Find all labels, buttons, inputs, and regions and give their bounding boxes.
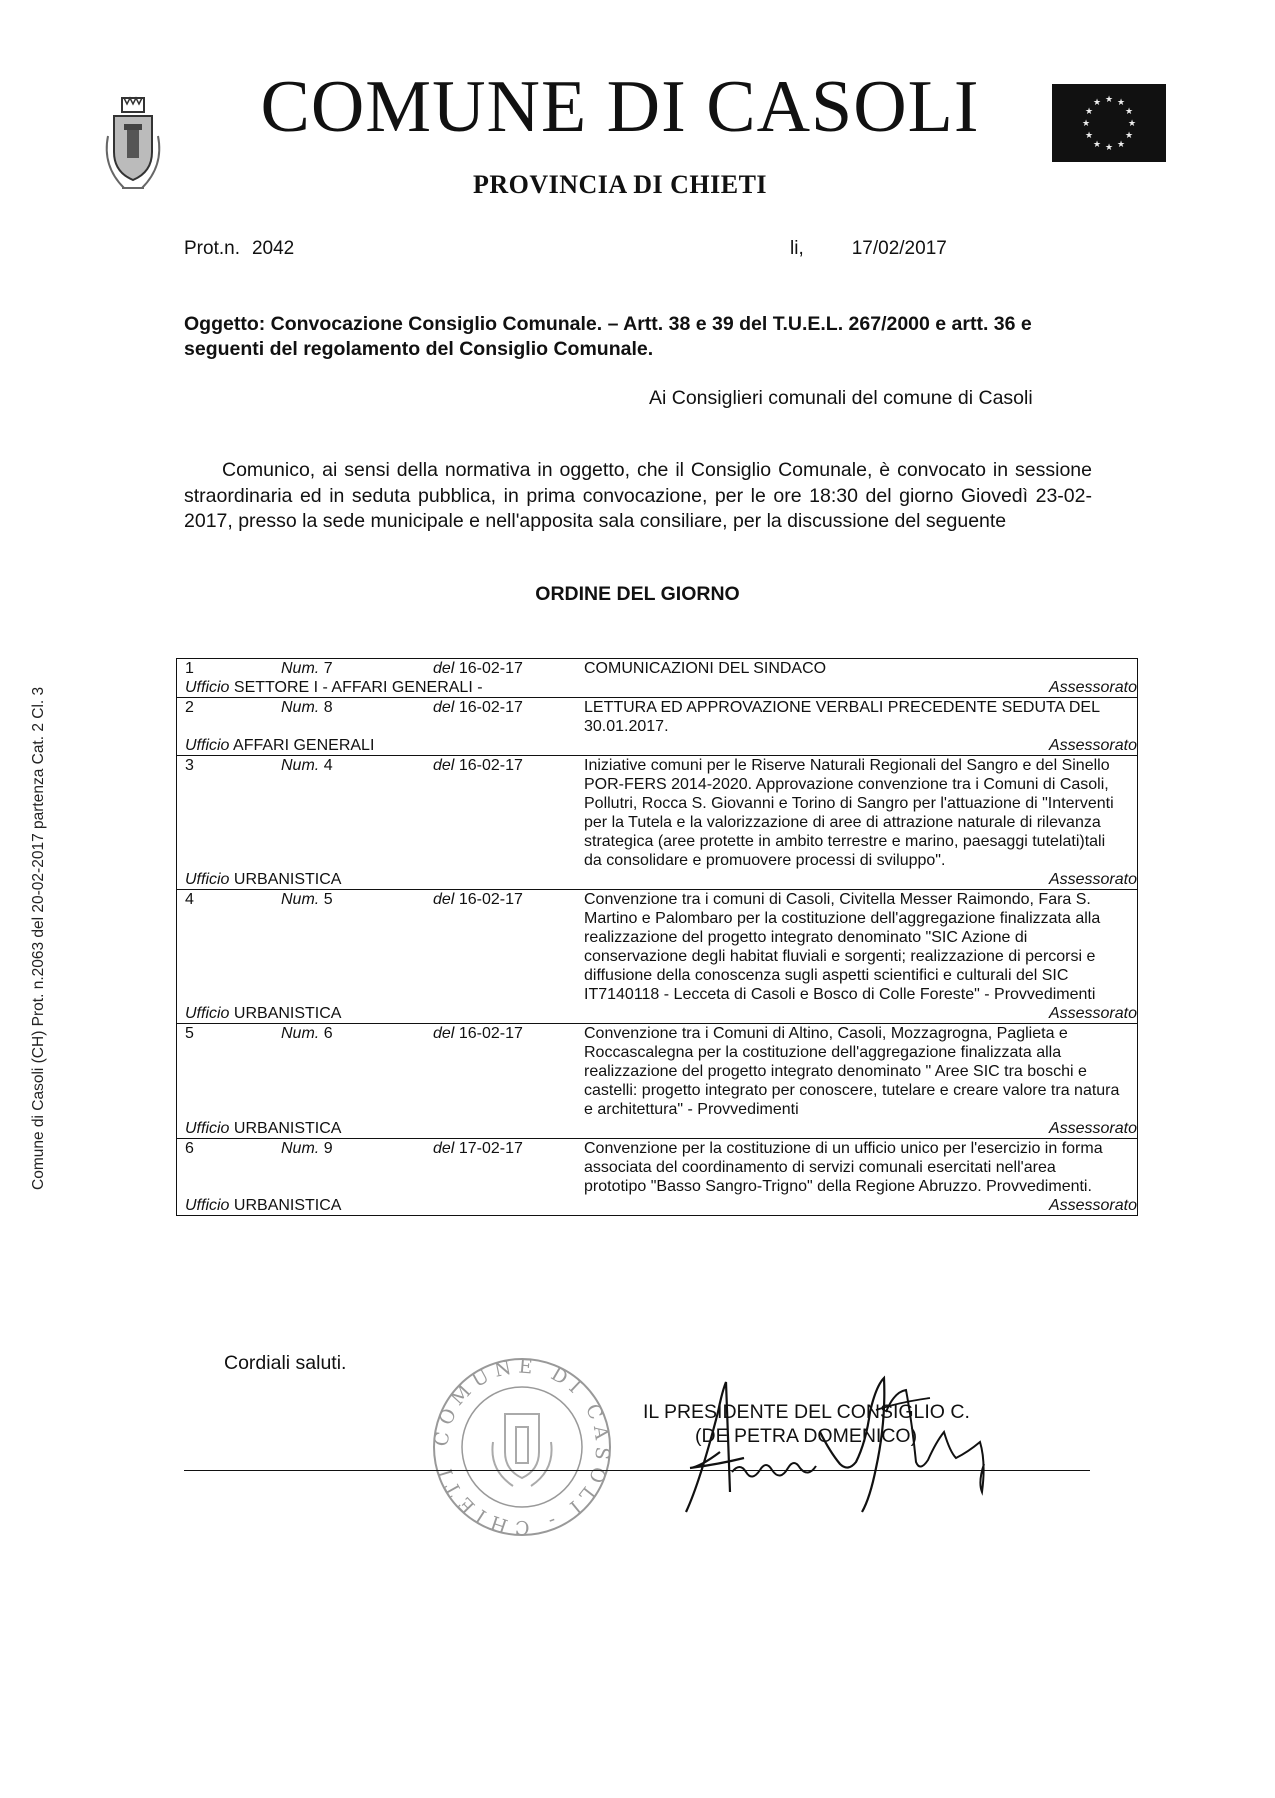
agenda-item-number: 1	[177, 659, 282, 679]
agenda-row	[177, 698, 1138, 737]
agenda-assessorato: Assessorato	[1048, 871, 1137, 888]
svg-text:★: ★	[1084, 131, 1094, 141]
svg-text:★: ★	[1084, 107, 1094, 117]
agenda-deliberation-number: Num. 8	[281, 698, 433, 737]
svg-text:★: ★	[1116, 140, 1126, 150]
date-value: 17/02/2017	[851, 238, 947, 259]
date-prefix: li,	[790, 238, 804, 259]
svg-text:★: ★	[1127, 119, 1137, 129]
svg-text:★: ★	[1116, 98, 1126, 108]
president-title: IL PRESIDENTE DEL CONSIGLIO C.	[643, 1401, 970, 1423]
agenda-title: ORDINE DEL GIORNO	[535, 583, 740, 605]
protocol-number	[184, 238, 294, 260]
agenda-date: del 16-02-17	[433, 698, 584, 737]
agenda-assessorato: Assessorato	[1048, 737, 1137, 754]
municipal-stamp-icon	[427, 1352, 617, 1542]
agenda-row-footer	[177, 1004, 1138, 1024]
agenda-subject: COMUNICAZIONI DEL SINDACO	[584, 659, 1138, 679]
stamp-text: COMUNE DI CASOLI - CHIETI	[430, 1355, 614, 1539]
subject-line: Oggetto: Convocazione Consiglio Comunale. – Artt. 38 e 39 del T.U.E.L. 267/2000 e artt. 36 e seguenti del regolamento del Consiglio Comunale.	[184, 313, 1032, 360]
agenda-subject: Convenzione per la costituzione di un ufficio unico per l'esercizio in forma associata del coordinamento di servizi comunali esercitati nell'area prototipo "Basso Sangro-Trigno" della Regione Abruzzo. Provvedimenti.	[584, 1139, 1138, 1197]
agenda-row-footer	[177, 678, 1138, 698]
svg-text:★: ★	[1092, 140, 1102, 150]
agenda-row-footer	[177, 1119, 1138, 1139]
body-paragraph: Comunico, ai sensi della normativa in oggetto, che il Consiglio Comunale, è convocato in sessione straordinaria ed in seduta pubblica, in prima convocazione, per le ore 18:30 del giorno Giovedì 23-02-2017, presso la sede municipale e nell'apposita sala consiliare, per la discussione del seguente	[184, 459, 1092, 532]
protocol-label: Prot.n.	[184, 238, 240, 259]
protocol-value: 2042	[251, 238, 295, 259]
document-date	[790, 238, 947, 260]
agenda-subject: LETTURA ED APPROVAZIONE VERBALI PRECEDENTE SEDUTA DEL 30.01.2017.	[584, 698, 1138, 737]
closing-greeting: Cordiali saluti.	[224, 1352, 347, 1374]
svg-text:★: ★	[1124, 107, 1134, 117]
agenda-item-number: 5	[177, 1024, 282, 1120]
agenda-assessorato: Assessorato	[1048, 679, 1137, 696]
agenda-office: Ufficio SETTORE I - AFFARI GENERALI -	[185, 679, 483, 696]
agenda-deliberation-number: Num. 6	[281, 1024, 433, 1120]
agenda-subject: Iniziative comuni per le Riserve Naturali Regionali del Sangro e del Sinello POR-FERS 2014-2020. Approvazione convenzione tra i Comuni di Casoli, Pollutri, Rocca S. Giovanni e Torino di Sangro per l'attuazione di "Interventi per la Tutela e la valorizzazione di aree di attrazione naturale di rilevanza strategica (aree protette in ambito terrestre e marino, paesaggi tutelati)tali da consolidare e promuovere processi di sviluppo".	[584, 756, 1138, 871]
agenda-office: Ufficio URBANISTICA	[185, 1005, 342, 1022]
agenda-deliberation-number: Num. 9	[281, 1139, 433, 1197]
agenda-item-number: 2	[177, 698, 282, 737]
agenda-office: Ufficio AFFARI GENERALI	[185, 737, 375, 754]
agenda-date: del 16-02-17	[433, 1024, 584, 1120]
agenda-deliberation-number: Num. 7	[281, 659, 433, 679]
agenda-date: del 16-02-17	[433, 659, 584, 679]
agenda-row-footer	[177, 870, 1138, 890]
agenda-row-footer	[177, 1196, 1138, 1216]
agenda-assessorato: Assessorato	[1048, 1197, 1137, 1214]
agenda-date: del 17-02-17	[433, 1139, 584, 1197]
agenda-row-footer	[177, 736, 1138, 756]
president-name: (DE PETRA DOMENICO)	[695, 1425, 918, 1447]
handwritten-signature-icon	[680, 1372, 1020, 1522]
svg-text:★: ★	[1124, 131, 1134, 141]
agenda-item-number: 6	[177, 1139, 282, 1197]
coat-of-arms-icon	[100, 96, 166, 196]
agenda-office: Ufficio URBANISTICA	[185, 871, 342, 888]
agenda-row	[177, 1139, 1138, 1197]
agenda-row	[177, 756, 1138, 871]
agenda-row	[177, 1024, 1138, 1120]
svg-text:★: ★	[1081, 119, 1091, 129]
agenda-date: del 16-02-17	[433, 890, 584, 1005]
agenda-office: Ufficio URBANISTICA	[185, 1197, 342, 1214]
agenda-deliberation-number: Num. 5	[281, 890, 433, 1005]
agenda-date: del 16-02-17	[433, 756, 584, 871]
agenda-office: Ufficio URBANISTICA	[185, 1120, 342, 1137]
agenda-table	[176, 658, 1138, 1216]
agenda-item-number: 4	[177, 890, 282, 1005]
agenda-item-number: 3	[177, 756, 282, 871]
page-subtitle: PROVINCIA DI CHIETI	[472, 170, 768, 199]
agenda-deliberation-number: Num. 4	[281, 756, 433, 871]
svg-text:★: ★	[1092, 98, 1102, 108]
svg-text:★: ★	[1104, 143, 1114, 153]
side-registration-note: Comune di Casoli (CH) Prot. n.2063 del 20-02-2017 partenza Cat. 2 Cl. 3	[30, 686, 47, 1190]
agenda-assessorato: Assessorato	[1048, 1005, 1137, 1022]
page-title: COMUNE DI CASOLI	[260, 66, 980, 148]
agenda-row	[177, 659, 1138, 679]
eu-flag-icon	[1052, 84, 1166, 162]
recipient-line: Ai Consiglieri comunali del comune di Casoli	[649, 387, 1033, 409]
svg-text:COMUNE DI CASOLI - CHIETI	[430, 1355, 613, 1538]
agenda-subject: Convenzione tra i comuni di Casoli, Civitella Messer Raimondo, Fara S. Martino e Palombaro per la costituzione dell'aggregazione finalizzata alla realizzazione del progetto integrato denominato "SIC Azione di conservazione degli habitat fluviali e sorgenti; realizzazione di percorsi e diffusione della conoscenza sugli aspetti scientifici e culturali del SIC IT7140118 - Lecceta di Casoli e Bosco di Colle Foreste" - Provvedimenti	[584, 890, 1138, 1005]
svg-text:★: ★	[1104, 95, 1114, 105]
agenda-assessorato: Assessorato	[1048, 1120, 1137, 1137]
agenda-row	[177, 890, 1138, 1005]
agenda-subject: Convenzione tra i Comuni di Altino, Casoli, Mozzagrogna, Paglieta e Roccascalegna per la costituzione dell'aggregazione finalizzata alla realizzazione del progetto integrato denominato " Aree SIC tra boschi e castelli: progetto integrato per conoscere, tutelare e creare valore tra natura e architettura" - Provvedimenti	[584, 1024, 1138, 1120]
